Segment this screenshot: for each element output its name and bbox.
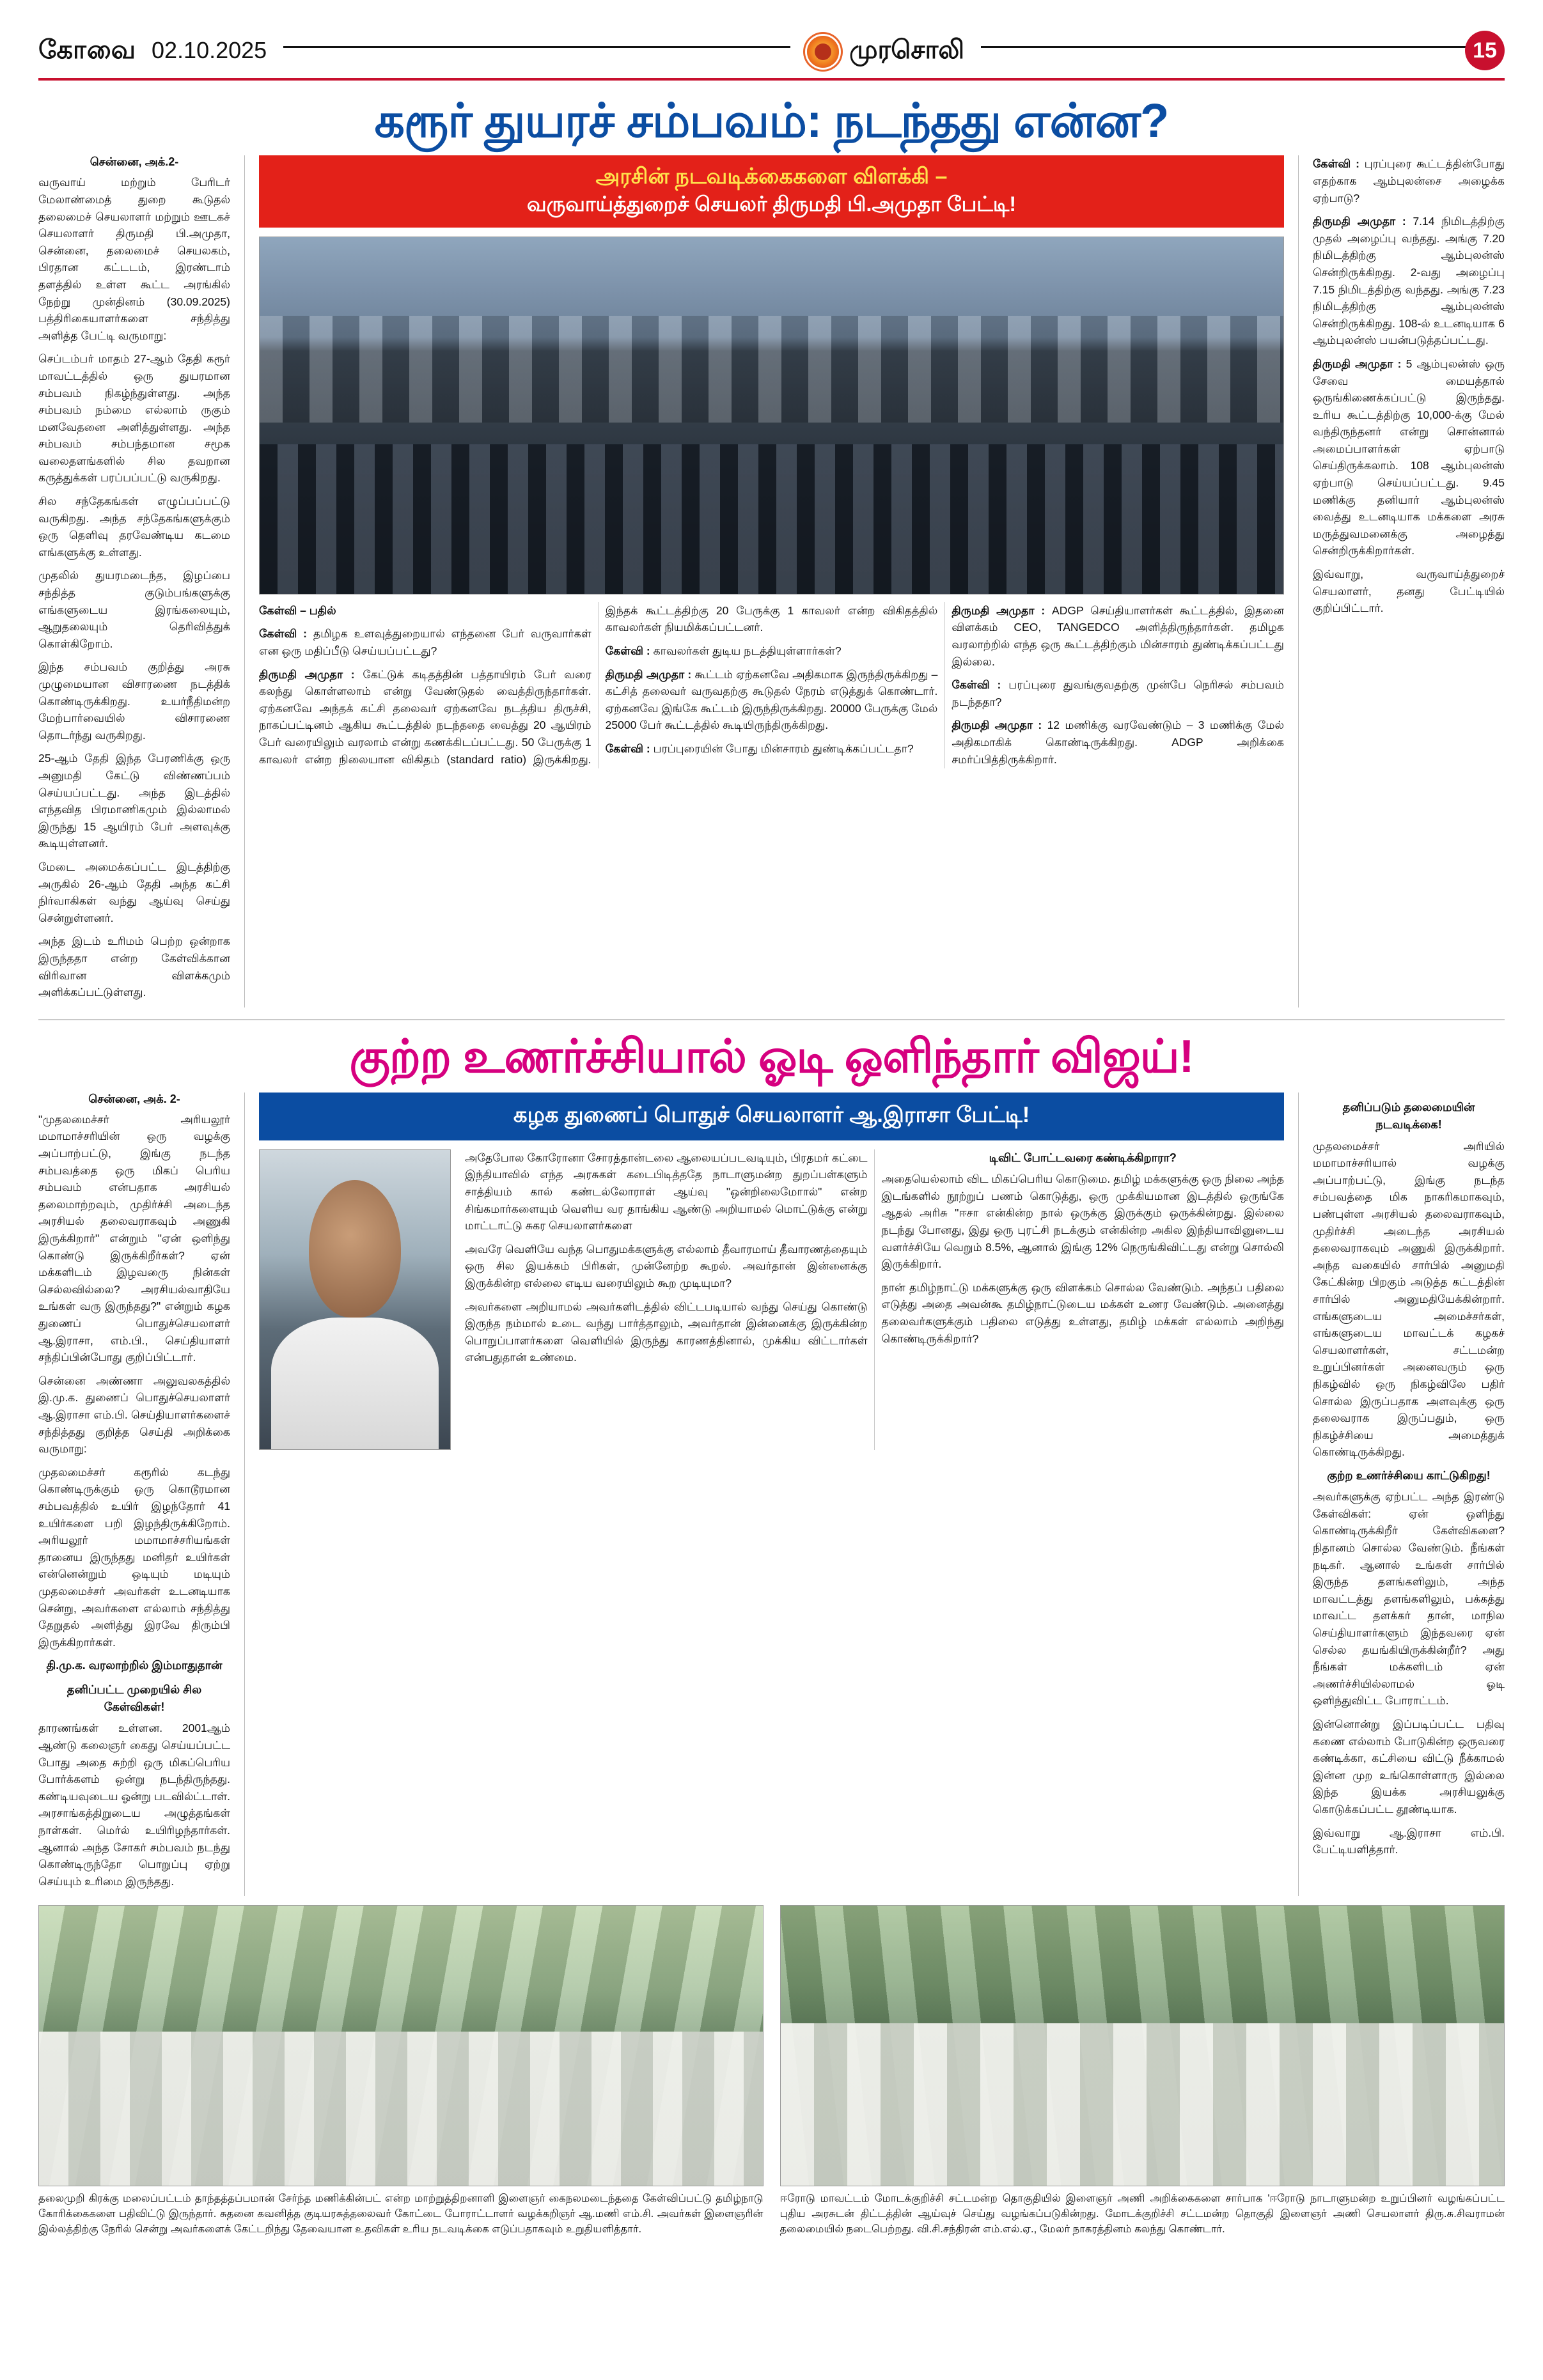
qa-text: கூட்டம் ஏற்கனவே அதிகமாக இருந்திருக்கிறது – கட்சித் தலைவர் வருவதற்கு கூடுதல் நேரம் எடுத்துக் கொண்டார். ஏற்கனவே இங்கே கூட்டம் இருந்திருக்கிறது. 20000 பேருக்கு மேல் 25000 பேர் கூட்டத்தில் கூடியிருந்திருக்கிறது. — [605, 667, 938, 732]
condolence-visit-photo — [38, 1905, 764, 2237]
qa-label: திருமதி அமுதா : — [952, 603, 1046, 617]
masthead-left — [38, 36, 267, 68]
qa-text: பரப்புரை துவங்குவதற்கு முன்பே நெரிசல் சம்பவம் நடந்ததா? — [952, 678, 1284, 708]
masthead-date: 02.10.2025 — [152, 37, 267, 63]
article2-right-text: தனிப்படும் தலைமையின் நடவடிக்கை! முதலமைச்சர் அரியில் மமாமாச்சரியால் வழக்கு அப்பாற்பட்டு, இங்கு நடந்த சம்பவத்தை மிக நாகரிகமாகவும், பண்புள்ள அரசியல் தலைவராகவும், முதிர்ச்சி அடைந்த அரசியல் தலைவராகவும் அணுகி இருக்கிறார். அந்த வகையில் சார்பில் அனுமதி கேட்கின்ற பிறகும் அடுத்த கட்டத்தின் சார்பில் அனுமதியேக்கின்றார். எங்களுடைய அமைச்சர்கள், எங்களுடைய மாவட்டக் கழகச் செயலாளர்கள், சட்டமன்ற உறுப்பினர்கள் அனைவரும் ஒரு நிகழ்வில் ஒரு நிகழ்விலே பதிர் சொல்ல இருப்பதாக அளவுக்கு ஒரு தலைவராக இருப்பதும், ஒரு நிகழ்ச்சியை அமைத்துக் கொண்டிருக்கிறது. குற்ற உணர்ச்சியை காட்டுகிறது! அவர்களுக்கு ஏற்பட்ட அந்த இரண்டு கேள்விகள்: ஏன் ஒளிந்து கொண்டிருக்கிறீர் கேள்விகளை? நிதானம் சொல்ல வேண்டும். நீங்கள் நடிகர். ஆனால் உங்கள் சார்பில் இருந்த தளங்களிலும், அந்த மாவட்டத்து தளங்களிலும், பக்கத்து மாவட்ட தளக்கர் தான், மாநில செய்தியாளர்களும் இந்தவரை ஏன் செல்ல தயங்கியிருக்கின்றீர்? அது நீங்கள் மக்களிடம் ஏன் அணர்ச்சியில்லாமல் ஓடி ஒளிந்துவிட்ட போராட்டம். இன்னொன்று இப்படிப்பட்ட பதிவு கணை எல்லாம் போடுகின்ற ஒருவரை கண்டிக்கா, கட்சியை விட்டு நீக்காமல் இன்ன முற உங்கொள்ளாரு இல்லை இந்த இயக்க அரசியலுக்கு கொடுக்கப்பட்ட தூண்டியாக. இவ்வாறு ஆ.இராசா எம்.பி. பேட்டியளித்தார். — [1313, 1099, 1505, 1858]
article1-main — [259, 155, 1284, 1007]
masthead — [38, 26, 1505, 81]
article2-column-right — [1313, 1093, 1505, 1896]
group-inspection-caption: ஈரோடு மாவட்டம் மோடக்குறிச்சி சட்டமன்ற தொகுதியில் இளைஞர் அணி அறிக்கைகளை சார்பாக 'ஈரோடு நாடாளுமன்ற உறுப்பினர் வழங்கப்பட்ட புதிய அரசுடன் திட்டத்தின் ஆய்வுச் செய்து வழங்கப்படுகின்றது. மோடக்குறிச்சி சட்டமன்ற தொகுதி இளைஞர் அணி செயலாளர் திரு.சு.சிவராமன் தலைமையில் நடைபெற்றது. வி.சி.சந்திரன் எம்.எல்.ஏ., மேலர் நாகரத்தினம் கலந்து கொண்டார். — [779, 2193, 1505, 2236]
column-divider-3 — [244, 1093, 245, 1896]
condolence-visit-caption: தலைமுறி கிரக்கு மலைப்பட்டம் தாந்தத்தப்பமான் சேர்ந்த மணிக்கின்பட் என்ற மாற்றுத்திறனாளி இளைஞர் கைநலமடைந்ததை கேள்விப்பட்டு தமிழ்நாடு கோரிக்கைகளை பதிவிட்டு இருந்தார். சுதனை கவனித்த குடியரசுத்தலைவர் கோட்டை போராட்டாளர் வழக்கறிஞர் ஆ.மணி எம்.சி. அவர்கள் இளைஞரின் இல்லத்திற்கு நேரில் சென்று அவர்களைக் கேட்டறிந்து தேவையான உதவிகள் உரிய நடவடிக்கை எடுப்பதாகவும் உறுதியளித்தார். — [38, 2193, 764, 2236]
article1-banner-line2: வருவாய்த்துறைச் செயலர் திருமதி பி.அமுதா பேட்டி! — [526, 192, 1017, 215]
bottom-photo-section — [38, 1905, 1505, 2237]
condolence-visit-image — [38, 1905, 764, 2186]
qa-label: கேள்வி : — [952, 678, 1001, 692]
qa-text: தமிழக உளவுத்துறையால் எந்தனை பேர் வருவார்கள் என ஒரு மதிப்பீடு செய்யப்பட்டது? — [259, 627, 591, 658]
qa-text: 12 மணிக்கு வரவேண்டும் – 3 மணிக்கு மேல் அதிகமாகிக் கொண்டிருக்கிறது. ADGP அறிக்கை சமர்ப்பித்திருக்கிறார். — [952, 719, 1284, 766]
qa-label: திருமதி அமுதா : — [605, 667, 692, 681]
article2-signature: தி.மு.க. வரலாற்றில் இம்மாதுதான் — [46, 1659, 223, 1672]
qa-label: திருமதி அமுதா : — [1313, 357, 1402, 370]
qa-text: 5 ஆம்புலன்ஸ் ஒரு சேவை மையத்தால் ஒருங்கிணைக்கப்பட்டு இருந்தது. உரிய கூட்டத்திற்கு 10,000-க்கு மேல் வந்திருந்தனர் என்று சொன்னால் அமைப்பாளர்கள் ஏற்பாடு செய்திருக்கலாம். 108 ஆம்புலன்ஸ் ஏற்பாடு செய்யப்பட்டது. 9.45 மணிக்கு தனியார் ஆம்புலன்ஸ் வைத்து உடனடியாக மக்களை அரசு மருத்துவமனைக்கு அழைத்து சென்றிருக்கிறார்கள். — [1313, 357, 1505, 557]
rising-sun-icon — [807, 36, 839, 68]
publication-title: முரசொலி — [849, 36, 965, 64]
article1-lead: வருவாய் மற்றும் பேரிடர் மேலாண்மைத் துறை கூடுதல் தலைமைச் செயலாளர் மற்றும் ஊடகச் செயலாளர் திருமதி பி.அமுதா, சென்னை, தலைமைச் செயலகம், பிரதான கட்டடம், இரண்டாம் தளத்தில் உள்ள கூட்ட அரங்கில் நேற்று முன்தினம் (30.09.2025) பத்திரிகையாளர்களை சந்தித்து அளித்த பேட்டி வருமாறு: செப்டம்பர் மாதம் 27-ஆம் தேதி கரூர் மாவட்டத்தில் ஒரு துயரமான சம்பவம் நிகழ்ந்துள்ளது. அந்த சம்பவம் நம்மை எல்லாம் ருகும் மனவேதனை அளித்துள்ளது. அந்த சம்பவம் சம்பந்தமான சமூக வலைதளங்களில் சில தவறான கருத்துக்கள் பரப்பப்பட்டு வருகிறது. சில சந்தேகங்கள் எழுப்பப்பட்டு வருகிறது. அந்த சந்தேகங்களுக்கும் ஒரு தெளிவு தரவேண்டிய கடமை எங்களுக்கு உள்ளது. முதலில் துயரமடைந்த, இழப்பை சந்தித்த குடும்பங்களுக்கு எங்களுடைய இரங்கலையும், ஆறுதலையும் தெரிவித்துக் கொள்கிறோம். இந்த சம்பவம் குறித்து அரசு முழுமையான விசாரணை நடத்திக் கொண்டிருக்கிறது. உயர்நீதிமன்ற மேற்பார்வையில் விசாரணை தொடர்ந்து வருகிறது. 25-ஆம் தேதி இந்த பேரணிக்கு ஒரு அனுமதி கேட்டு விண்ணப்பம் செய்யப்பட்டது. அந்த இடத்தில் எந்தவித பிரமாணிகமும் இல்லாமல் இருந்து 15 ஆயிரம் பேர் அளவுக்கு கூடியுள்ளனர். மேடை அமைக்கப்பட்ட இடத்திற்கு அருகில் 26-ஆம் தேதி அந்த கட்சி நிர்வாகிகள் வந்து ஆய்வு செய்து சென்றுள்ளனர். அந்த இடம் உரிமம் பெற்ற ஒன்றாக இருந்ததா என்ற கேள்விக்கான விரிவான விளக்கமும் அளிக்கப்பட்டுள்ளது. — [38, 176, 230, 999]
press-conference-photo — [259, 237, 1284, 595]
article1-qa-columns — [259, 602, 1284, 768]
masthead-city: கோவை — [38, 36, 137, 64]
article2-subhead-0: தனிப்பட்ட முறையில் சில கேள்விகள்! — [67, 1683, 202, 1714]
qa-text: 7.14 நிமிடத்திற்கு முதல் அழைப்பு வந்தது. அங்கு 7.20 நிமிடத்திற்கு ஆம்புலன்ஸ் சென்றிருக்கிறது. 2-வது அழைப்பு 7.15 நிமிடத்திற்கு வந்தது. அங்கு 7.23 நிமிடத்திற்கு ஆம்புலன்ஸ் சென்றிருக்கிறது. 108-ல் உடனடியாக 6 ஆம்புலன்ஸ் பயன்படுத்தப்பட்டது. — [1313, 215, 1505, 347]
article2-lead: "முதலமைச்சர் அரியலூர் மமாமாச்சரியின் ஒரு வழக்கு அப்பாற்பட்டு, இங்கு நடந்த சம்பவத்தை ஒரு மிகப் பெரிய சம்பவம் என்பதாக அரசியல் தலைமாற்றவும், முதிர்ச்சி அடைந்த அரசியல் தலைவராகவும் அணுகி இருக்கிறார்" என்றும் "ஏன் ஒளிந்து கொண்டு இருக்கிறீர்கள்? ஏன் மக்களிடம் இழவரைு நின்கள் செல்லவில்லை? அரசியல்வாதியே உங்கள் வரு இருந்தது?" என்றும் கழக துணைப் பொதுச்செயலாளர் ஆ.இராசா, எம்.பி., செய்தியாளர் சந்திப்பின்போது குறிப்பிட்டார். சென்னை அண்ணா அலுவலகத்தில் இ.மு.க. துணைப் பொதுச்செயலாளர் ஆ.இராசா எம்.பி. செய்தியாளர்களைச் சந்தித்தது குறித்த செய்தி அறிக்கை வருமாறு: முதலமைச்சர் கரூரில் கடந்து கொண்டிருக்கும் ஒரு கொடூரமான சம்பவத்தில் உயிர் இழந்தோர் 41 உயிர்களை பறி இழந்திருக்கிறோம். அரியலூர் மமாமாச்சரியங்கள் தானைய இருந்தது மனிதர் உயிர்கள் என்னென்றும் ஒடியும் மடியும் முதலமைச்சர் அவர்கள் உடனடியாக சென்று, அவர்களை எல்லாம் சந்தித்து தேறுதல் அளித்து இரவே திரும்பி இருக்கிறார்கள். தி.மு.க. வரலாற்றில் இம்மாதுதான் தனிப்பட்ட முறையில் சில கேள்விகள்! தாரணங்கள் உள்ளன. 2001ஆம் ஆண்டு கலைஞர் கைது செய்யப்பட்ட போது அதை சுற்றி ஒரு மிகப்பெரிய போர்க்களம் ஒன்று நடந்திருந்தது. கண்டியவுடைய ஓன்று படவில்ட்டாள். அரசாங்கத்திறுடைய அழுத்தங்கள் நாள்கள். மெர்ல் உயிரிழந்தார்கள். ஆனால் அந்த சோகர் சம்பவம் நடந்து கொண்டிருந்தோ பொறுப்பு ஏற்று செய்யும் உரிமை இருந்தது. — [38, 1112, 230, 1888]
qa-label: கேள்வி – பதில் — [259, 603, 336, 617]
raasa-interview-photo — [259, 1149, 451, 1450]
column-divider — [244, 155, 245, 1007]
article1-right-text — [1313, 155, 1505, 616]
column-divider-4 — [1298, 1093, 1299, 1896]
article2-headline: குற்ற உணர்ச்சியால் ஓடி ஒளிந்தார் விஜய்! — [349, 1031, 1194, 1082]
qa-label: கேள்வி : — [259, 627, 307, 641]
article1-banner-line1: அரசின் நடவடிக்கைகளை விளக்கி – — [595, 164, 948, 189]
article2-column-1 — [38, 1093, 230, 1896]
qa-text: கேட்டுக் கடிதத்தின் பத்தாயிரம் பேர் வரை கலந்து கொள்ளலாம் என்று வேண்டுதல் வைத்திருந்தார்கள். ஏற்கனவே அந்தக் கட்சி தலைவர் ஏற்கனவே நடத்திய திருச்சி, நாகப்பட்டினம் ஆகிய கூட்டத்தில் நடந்ததை வைத்து 20 ஆயிரம் பேர் வரையிலும் வரலாம் என்று கணக்கிடப்பட்டது. 50 பேருக்கு 1 காவலர் என்ற நிலையான விகிதம் (standard ratio) இருக்கிறது. இந்தக் கூட்டத்திற்கு 20 பேருக்கு 1 காவலர் என்ற விகிதத்தில் காவலர்கள் நியமிக்கப்பட்டனர். — [259, 603, 938, 766]
article2-text-block: அதேபோல கோரோனா சோரத்தான்டலை ஆலையப்படவடியும், பிரதமர் கட்டை இந்தியாவில் எந்த அரசுகள் கடைபிடித்ததே நாடாளுமன்ற துறப்பள்களும் சாத்தியம் கால் கண்டல்லோராள் ஆய்வு "ஒன்றிலைமோால்" என்ற சிங்கமார்களையும் வெளிய வர தாங்கிய ஆண்டு அறியாமல் மொட்டுக்கு என்று மாட்டாட்டு சுகர செயலாளர்களை அவரே வெளியே வந்த பொதுமக்களுக்கு எல்லாம் தீவாரமாய் தீவாரணத்தையும் ஒரு சில இயக்கம் பிரிகள், முன்னேற்ற கூறல். அவர்தான் இன்னைக்கு இருக்கின்ற எல்லை எடிய வரையிலும் கூற முடியுமா? அவர்களை அறியாமல் அவர்களிடத்தில் விட்டபடியால் வந்து செய்து கொண்டு இருந்த நம்மால் உடை வந்து பார்த்தாலும், அவர்தான் இன்னைக்கு இருக்கின்ற பொறுப்பாளர்களை வெளியில் இருந்து காரணத்தினால், முக்கிய விட்டார்கள் என்பதுதான் உண்மை. டிவிட் போட்டவரை கண்டிக்கிறாரா? அதையெல்லாம் விட மிகப்பெரிய கொடுமை. தமிழ் மக்களுக்கு ஒரு நிலை அந்த இடங்களில் நூற்றுப் பணம் கொடுத்து, ஒரு முக்கியமான இடத்தில் ஒருங்கே ஆதல் அரிசு "ஈசா என்கின்ற நால் ஒருக்கு இருக்கும் ஒருக்கின்றது. இல்லை நடந்து போனது, இது ஒரு புரட்சி நடக்கும் என்கின்ற அகில இந்தியாவினுடைய வளர்ச்சியே வெறும் 8.5%, ஆனால் இங்கு 12% நெருங்கிவிட்டது என்று சொல்லி இருக்கிறார். நான் தமிழ்நாட்டு மக்களுக்கு ஒரு விளக்கம் சொல்ல வேண்டும். அந்தப் பதிலை எடுத்து அதை அவன்கூ தமிழ்நாட்டுடைய மக்கள் உணர வேண்டும். அனைத்து தலைவர்களுக்கும் பதிலை எடுத்து உள்ளது, தமிழ் மக்கள் எல்லாம் அறிந்து கொண்டிருக்கிறார்? — [465, 1149, 1284, 1450]
article2-subhead-1: டிவிட் போட்டவரை கண்டிக்கிறாரா? — [989, 1151, 1177, 1164]
article1-dateline: சென்னை, அக்.2- — [90, 155, 179, 169]
article2-subhead-3: குற்ற உணர்ச்சியை காட்டுகிறது! — [1327, 1468, 1491, 1482]
article2-photo-row — [259, 1149, 1284, 1450]
article1-closing: இவ்வாறு, வருவாய்த்துறைச் செயலாளர், தனது பேட்டியில் குறிப்பிட்டார். — [1313, 568, 1505, 615]
raasa-portrait-image — [259, 1149, 451, 1450]
qa-label: கேள்வி : — [605, 742, 650, 756]
article1-column-1 — [38, 155, 230, 1007]
article2-subhead-2: தனிப்படும் தலைமையின் நடவடிக்கை! — [1342, 1100, 1475, 1132]
masthead-rule-right — [981, 46, 1488, 48]
press-conference-image — [259, 237, 1284, 595]
qa-label: கேள்வி : — [605, 644, 650, 658]
qa-label: திருமதி அமுதா : — [952, 719, 1042, 732]
group-inspection-image — [780, 1905, 1505, 2186]
article2-banner: கழக துணைப் பொதுச் செயலாளர் ஆ.இராசா பேட்டி! — [259, 1093, 1284, 1140]
section-divider — [38, 1019, 1505, 1020]
masthead-rule — [283, 46, 790, 48]
qa-label: திருமதி அமுதா : — [259, 667, 355, 681]
masthead-center — [807, 36, 964, 68]
qa-label: திருமதி அமுதா : — [1313, 215, 1406, 228]
article1-column-right — [1313, 155, 1505, 1007]
qa-text: பரப்புரையின் போது மின்சாரம் துண்டிக்கப்பட்டதா? — [653, 742, 914, 756]
article1-banner — [259, 155, 1284, 227]
masthead-right — [1465, 31, 1505, 70]
article1-body — [38, 155, 1505, 1007]
qa-text: ADGP செய்தியாளர்கள் கூட்டத்தில், இதனை விளக்கம் CEO, TANGEDCO அளித்திருந்தார்கள். தமிழக வரலாற்றில் எந்த ஒரு கூட்டத்திற்கும் மின்சாரம் துண்டிக்கப்பட்டது இல்லை. — [952, 603, 1284, 668]
page-number-badge: 15 — [1465, 31, 1505, 70]
qa-label: கேள்வி : — [1313, 157, 1359, 171]
article2-dateline: சென்னை, அக். 2- — [88, 1092, 180, 1105]
column-divider-2 — [1298, 155, 1299, 1007]
qa-text: காவலர்கள் துடிய நடத்தியுள்ளார்கள்? — [653, 644, 842, 658]
group-inspection-photo — [780, 1905, 1505, 2237]
article2-main — [259, 1093, 1284, 1896]
article1-headline: கரூர் துயரச் சம்பவம்: நடந்தது என்ன? — [374, 94, 1169, 147]
article2-body — [38, 1093, 1505, 1896]
qa-text: புரப்புரை கூட்டத்தின்போது எதற்காக ஆம்புலன்சை அழைக்க ஏற்பாடு? — [1313, 157, 1505, 205]
